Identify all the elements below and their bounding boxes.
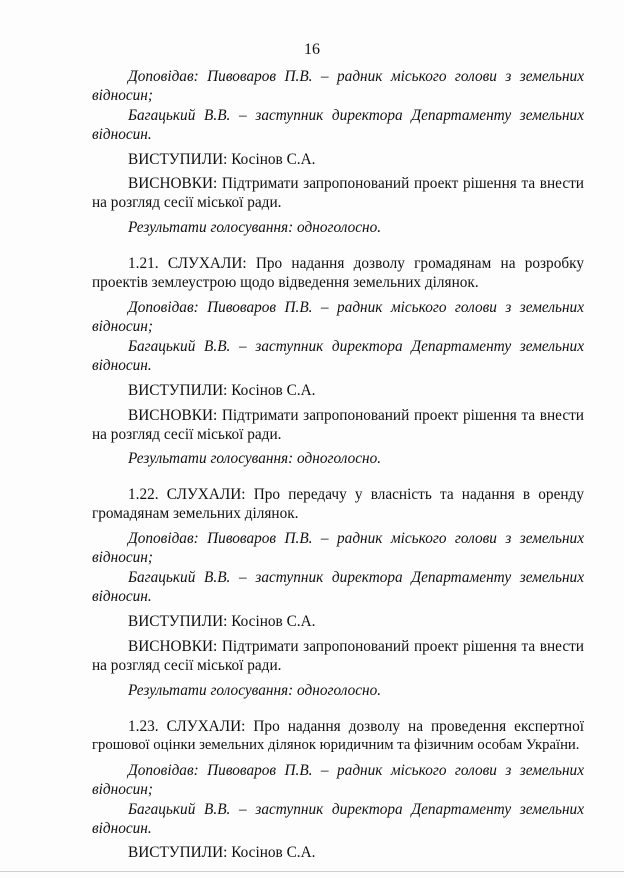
conclusions-line-end: на розгляд сесії міської ради. bbox=[92, 657, 282, 674]
conclusions-line-end: на розгляд сесії міської ради. bbox=[92, 194, 282, 211]
coreporter-line: Багацький В.В. – заступник директора Департаменту земельних bbox=[128, 107, 584, 124]
heard-item-1-23: 1.23. СЛУХАЛИ: Про надання дозволу на проведення експертної bbox=[128, 718, 584, 735]
speakers-line: ВИСТУПИЛИ: Косінов С.А. bbox=[128, 382, 316, 399]
voting-result: Результати голосування: одноголосно. bbox=[128, 450, 382, 467]
coreporter-line-end: відносин. bbox=[92, 126, 152, 143]
heard-item-1-21: 1.21. СЛУХАЛИ: Про надання дозволу громадянам на розробку bbox=[128, 255, 584, 272]
conclusions-line-end: на розгляд сесії міської ради. bbox=[92, 426, 282, 443]
reporter-line: Доповідав: Пивоваров П.В. – радник міського голови з земельних bbox=[128, 299, 584, 316]
reporter-line: Доповідав: Пивоваров П.В. – радник міського голови з земельних bbox=[128, 762, 584, 779]
coreporter-line: Багацький В.В. – заступник директора Департаменту земельних bbox=[128, 569, 584, 586]
speakers-line: ВИСТУПИЛИ: Косінов С.А. bbox=[128, 613, 316, 630]
speakers-line: ВИСТУПИЛИ: Косінов С.А. bbox=[128, 151, 316, 168]
voting-result: Результати голосування: одноголосно. bbox=[128, 219, 382, 236]
conclusions-line: ВИСНОВКИ: Підтримати запропонований проект рішення та внести bbox=[128, 407, 584, 424]
reporter-line-end: відносин; bbox=[92, 781, 153, 798]
voting-result: Результати голосування: одноголосно. bbox=[128, 682, 382, 699]
coreporter-line-end: відносин. bbox=[92, 820, 152, 837]
conclusions-line: ВИСНОВКИ: Підтримати запропонований проект рішення та внести bbox=[128, 175, 584, 192]
page-bottom-edge bbox=[0, 871, 624, 872]
heard-item-1-22-end: громадянам земельних ділянок. bbox=[92, 505, 299, 522]
heard-item-1-21-end: проектів землеустрою щодо відведення земельних ділянок. bbox=[92, 274, 479, 291]
heard-item-1-22: 1.22. СЛУХАЛИ: Про передачу у власність та надання в оренду bbox=[128, 486, 584, 503]
coreporter-line-end: відносин. bbox=[92, 357, 152, 374]
conclusions-line: ВИСНОВКИ: Підтримати запропонований проект рішення та внести bbox=[128, 638, 584, 655]
page-number: 16 bbox=[304, 41, 320, 58]
reporter-line-end: відносин; bbox=[92, 549, 153, 566]
speakers-line: ВИСТУПИЛИ: Косінов С.А. bbox=[128, 844, 316, 861]
reporter-line-end: відносин; bbox=[92, 318, 153, 335]
reporter-line: Доповідав: Пивоваров П.В. – радник міського голови з земельних bbox=[128, 68, 584, 85]
reporter-line: Доповідав: Пивоваров П.В. – радник міського голови з земельних bbox=[128, 530, 584, 547]
heard-item-1-23-end: грошової оцінки земельних ділянок юридичним та фізичним особам України. bbox=[92, 737, 580, 753]
coreporter-line: Багацький В.В. – заступник директора Департаменту земельних bbox=[128, 338, 584, 355]
coreporter-line: Багацький В.В. – заступник директора Департаменту земельних bbox=[128, 801, 584, 818]
coreporter-line-end: відносин. bbox=[92, 588, 152, 605]
reporter-line-end: відносин; bbox=[92, 87, 153, 104]
